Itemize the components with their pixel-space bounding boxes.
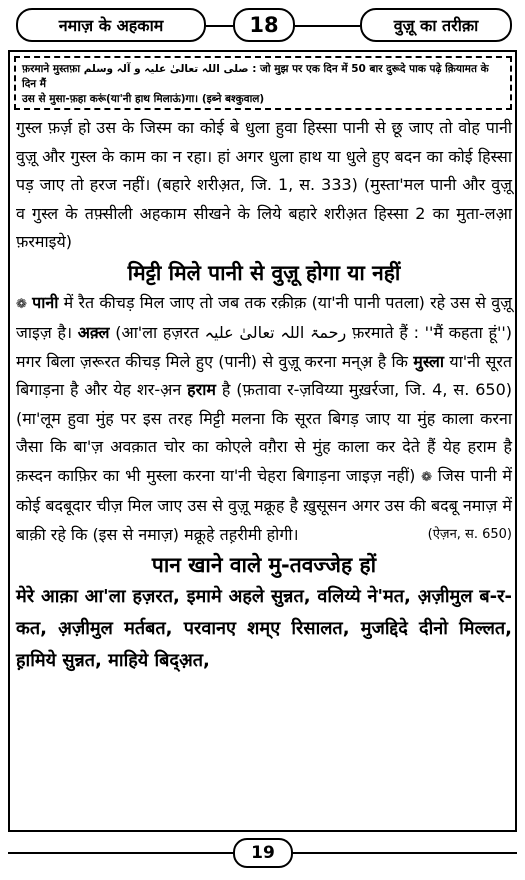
flower-bullet-icon: ❁	[16, 296, 27, 312]
heading-paan: पान खाने वाले मु-तवज्जेह हों	[151, 553, 377, 577]
header-rule-right	[295, 25, 360, 27]
bold-term-musla: मुस्ला	[413, 351, 445, 371]
bold-term-water: पानी	[32, 292, 59, 312]
paragraph-3: मेरे आक़ा आ'ला हज़रत, इमामे अहले सुन्नत, वलिय्ये ने'मत, अ़ज़ीमुल ब-र-कत, अ़ज़ीमुल मर्तबत, परवानए शम्ए रिसालत, मुजद्दिदे दीनो मिल्लत, ह़ामिये सुन्नत, माहिये बिद्अ़त,	[16, 586, 512, 671]
paragraph-2-text-4: है (फ़तावा र-ज़विय्या मुख़र्रजा, जि. 4, स. 650) (मा'लूम हुवा मुंह पर इस तरह मिट्टी मलना कि सूरत बिगड़ जाए या मुंह काला करना जैसा कि बा'ज़ अवक़ात चोर का कोएले वग़ैरा से मुंह काला कर देते हैं येह हराम है क़स्दन काफ़िर का भी मुस्ला करना या'नी चेहरा बिगाड़ना जाइज़ नहीं)	[16, 380, 512, 485]
paragraph-2-text-3: या'नी सूरत बिगाड़ना है और येह शर-अ़न	[16, 351, 512, 399]
paragraph-2-text-2: (आ'ला हज़रत رحمۃ اللہ تعالیٰ علیہ फ़रमाते हैं : ''मैं कहता हूं'') मगर बिला ज़रूरत कीचड़ मिले हुए (पानी) से वुज़ू करना मन्अ़ है कि	[16, 323, 513, 371]
footer-page-number: 19	[233, 838, 293, 868]
hadith-box	[14, 56, 512, 110]
hadith-line-2: उस से मुसा-फ़हा करूं(या'नी हाथ मिलाऊं)गा। (इब्ने बश्कुवाल)	[22, 93, 265, 105]
header-page-number: 18	[233, 8, 295, 42]
paragraph-2-text-5: जिस पानी में कोई बदबूदार चीज़ मिल जाए उस से वुज़ू मक्रूह है ख़ुसूसन अगर उस की बदबू नमाज़ में बाक़ी रहे कि (इस से नमाज़) मक्रूहे तह़रीमी होगी।	[16, 465, 512, 544]
paragraph-2-text-1: में रैत कीचड़ मिल जाए तो जब तक रक़ीक़ (या'नी पानी पतला) रहे उस से वुज़ू जाइज़ है।	[16, 292, 513, 342]
heading-mud-water: मिट्टी मिले पानी से वुज़ू होगा या नहीं	[127, 260, 401, 285]
body-text	[16, 114, 512, 677]
paragraph-2	[16, 289, 512, 550]
footer-rule-left	[8, 852, 233, 854]
flower-bullet-icon: ❁	[421, 469, 432, 485]
bold-term-haram: हराम	[187, 380, 216, 399]
reference-citation: (ऐज़न, स. 650)	[427, 526, 512, 542]
header-book-title: नमाज़ के अहकाम	[16, 8, 206, 42]
footer-rule-right	[293, 852, 517, 854]
paragraph-1: गुस्ल फ़र्ज़ हो उस के जिस्म का कोई बे धुला हुवा हिस्सा पानी से छू जाए तो वोह पानी वुज़ू और गुस्ल के काम का न रहा। हां अगर धुला हाथ या धुले हुए बदन का कोई हिस्सा पड़ जाए तो हरज नहीं। (बहारे शरीअ़त, जि. 1, स. 333) (मुस्ता'मल पानी और वुज़ू व गुस्ल के तफ़्सीली अहकाम सीखने के लिये बहारे शरीअ़त हिस्सा 2 का मुता-लआ़ फ़रमाइये)	[16, 118, 512, 251]
header-chapter-title: वुज़ू का तरीक़ा	[360, 8, 512, 42]
hadith-line-1: फ़रमाने मुस्तफ़ा صلی اللہ تعالیٰ علیہ و آلہ وسلم : जो मुझ पर एक दिन में 50 बार दुरूदे पाक पढ़े क़ियामत के दिन मैं	[22, 63, 489, 90]
bold-term-aql: अक़्ल	[77, 323, 110, 342]
header-rule-left	[206, 25, 233, 27]
